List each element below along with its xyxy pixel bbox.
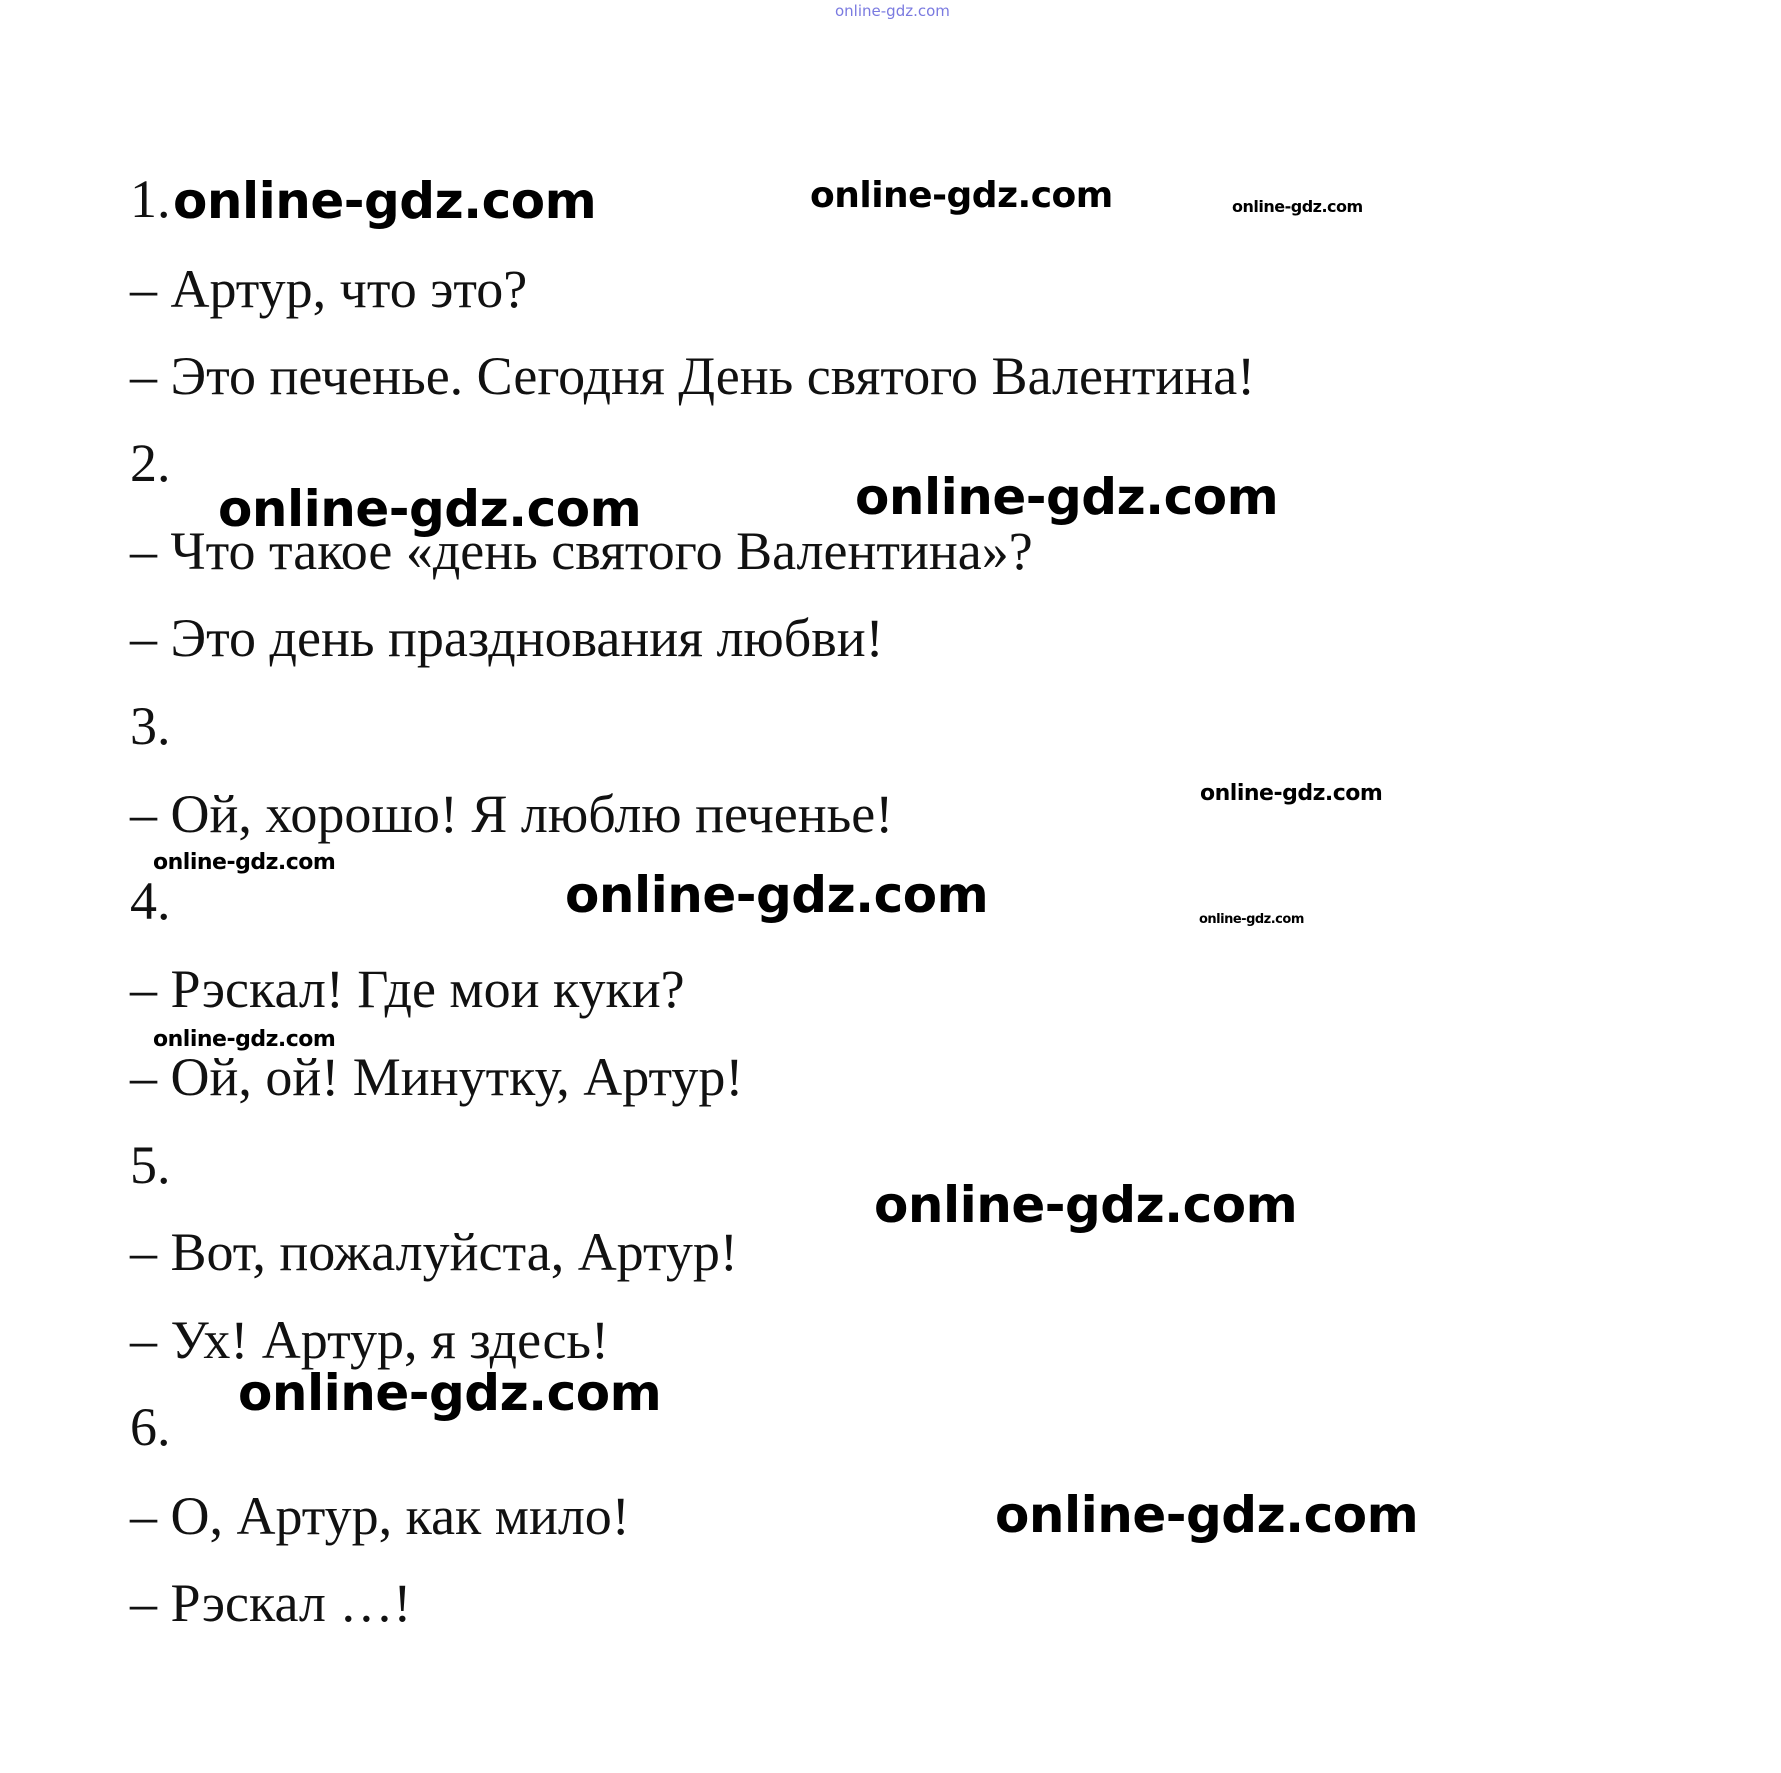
section-number-4: 4. [130, 871, 171, 931]
watermark: online-gdz.com [810, 175, 1113, 216]
section-number-6: 6. [130, 1397, 171, 1457]
watermark: online-gdz.com [218, 480, 642, 538]
dialogue-line: – Что такое «день святого Валентина»? [130, 521, 1033, 581]
watermark: online-gdz.com [153, 850, 336, 875]
section-number-3: 3. [130, 696, 171, 756]
watermark: online-gdz.com [238, 1364, 662, 1422]
watermark: online-gdz.com [855, 468, 1279, 526]
watermark: online-gdz.com [1232, 197, 1363, 216]
watermark: online-gdz.com [1200, 781, 1383, 806]
watermark: online-gdz.com [1199, 912, 1304, 927]
dialogue-line: – Это день празднования любви! [130, 608, 884, 668]
watermark-top: online-gdz.com [835, 2, 950, 20]
dialogue-line: – Ой, хорошо! Я люблю печенье! [130, 784, 894, 844]
dialogue-line: – Ух! Артур, я здесь! [130, 1310, 610, 1370]
dialogue-line: – Рэскал …! [130, 1573, 412, 1633]
section-number-2: 2. [130, 433, 171, 493]
watermark: online-gdz.com [874, 1176, 1298, 1234]
watermark: online-gdz.com [995, 1486, 1419, 1544]
section-number-5: 5. [130, 1135, 171, 1195]
dialogue-line: – Артур, что это? [130, 259, 528, 319]
dialogue-line: – Это печенье. Сегодня День святого Валентина! [130, 346, 1256, 406]
watermark: online-gdz.com [173, 172, 597, 230]
dialogue-line: – Ой, ой! Минутку, Артур! [130, 1047, 744, 1107]
dialogue-line: – О, Артур, как мило! [130, 1486, 630, 1546]
watermark: online-gdz.com [153, 1027, 336, 1052]
watermark: online-gdz.com [565, 866, 989, 924]
dialogue-line: – Вот, пожалуйста, Артур! [130, 1222, 738, 1282]
section-number-1: 1. [130, 169, 171, 229]
dialogue-line: – Рэскал! Где мои куки? [130, 959, 685, 1019]
